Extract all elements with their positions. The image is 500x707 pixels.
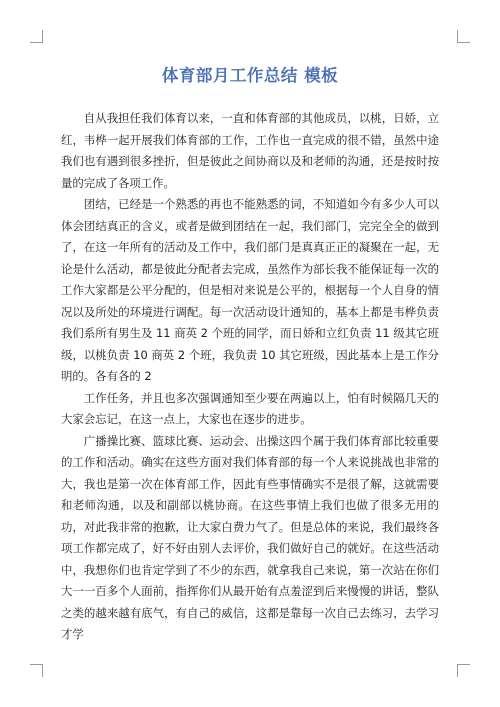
paragraph-intro: 自从我担任我们体育以来，一直和体育部的其他成员，以桃，日娇，立红，韦桦一起开展我们体育部的工作，工作也一直完成的很不错，虽然中途我们也有遇到很多挫折，但是彼此之间协商以及和老师的沟通，还是按时按量的完成了各项工作。 <box>61 111 439 190</box>
paragraph-teamwork: 团结，已经是一个熟悉的再也不能熟悉的词，不知道如今有多少人可以体会团结真正的含义，或者是做到团结在一起，我们部门，完完全全的做到了，在这一年所有的活动及工作中，我们部门是真真正正的凝聚在一起，无论是什么活动，都是彼此分配者去完成，虽然作为部长我不能保证每一次的工作大家都是公平分配的，但是相对来说是公平的，根据每一个人自身的情况以及所处的环境进行调配。每一次活动设计通知的，基本上都是韦桦负责我们系所有男生及 11 商英 2 个班的同学，而日娇和立红负责 11 级其它班级，以桃负责 10 商英 2 个班，我负责 10 其它班级，因此基本上是工作分明的。各有各的 2 <box>61 197 439 383</box>
paragraph-tasks: 工作任务，并且也多次强调通知至少要在两遍以上，怕有时候隔几天的大家会忘记，在这一点上，大家也在逐步的进步。 <box>61 390 439 426</box>
page-corner-mark-bottom-left <box>30 664 43 677</box>
document-title: 体育部月工作总结 模板 <box>161 66 339 85</box>
page-corner-mark-bottom-right <box>457 664 470 677</box>
page-corner-mark-top-right <box>457 30 470 43</box>
paragraph-activities: 广播操比赛、篮球比赛、运动会、出操这四个属于我们体育部比较重要的工作和活动。确实在这些方面对我们体育部的每一个人来说挑战也非常的大，我也是第一次在体育部工作，因此有些事情确实不是很了解，这就需要和老师沟通，以及和副部以桃协商。在这些事情上我们也做了很多无用的功，对此我非常的抱歉，让大家白费力气了。但是总体的来说，我们最终各项工作都完成了，好不好由别人去评价，我们做好自己的就好。在这些活动中，我想你们也肯定学到了不少的东西，就拿我自己来说，第一次站在你们大一一百多个人面前，指挥你们从最开始有点羞涩到后来慢慢的讲话，整队之类的越来越有底气，有自己的威信，这都是靠每一次自己去练习，去学习才学 <box>61 433 439 641</box>
page-corner-mark-top-left <box>30 30 43 43</box>
document-body <box>61 108 439 646</box>
